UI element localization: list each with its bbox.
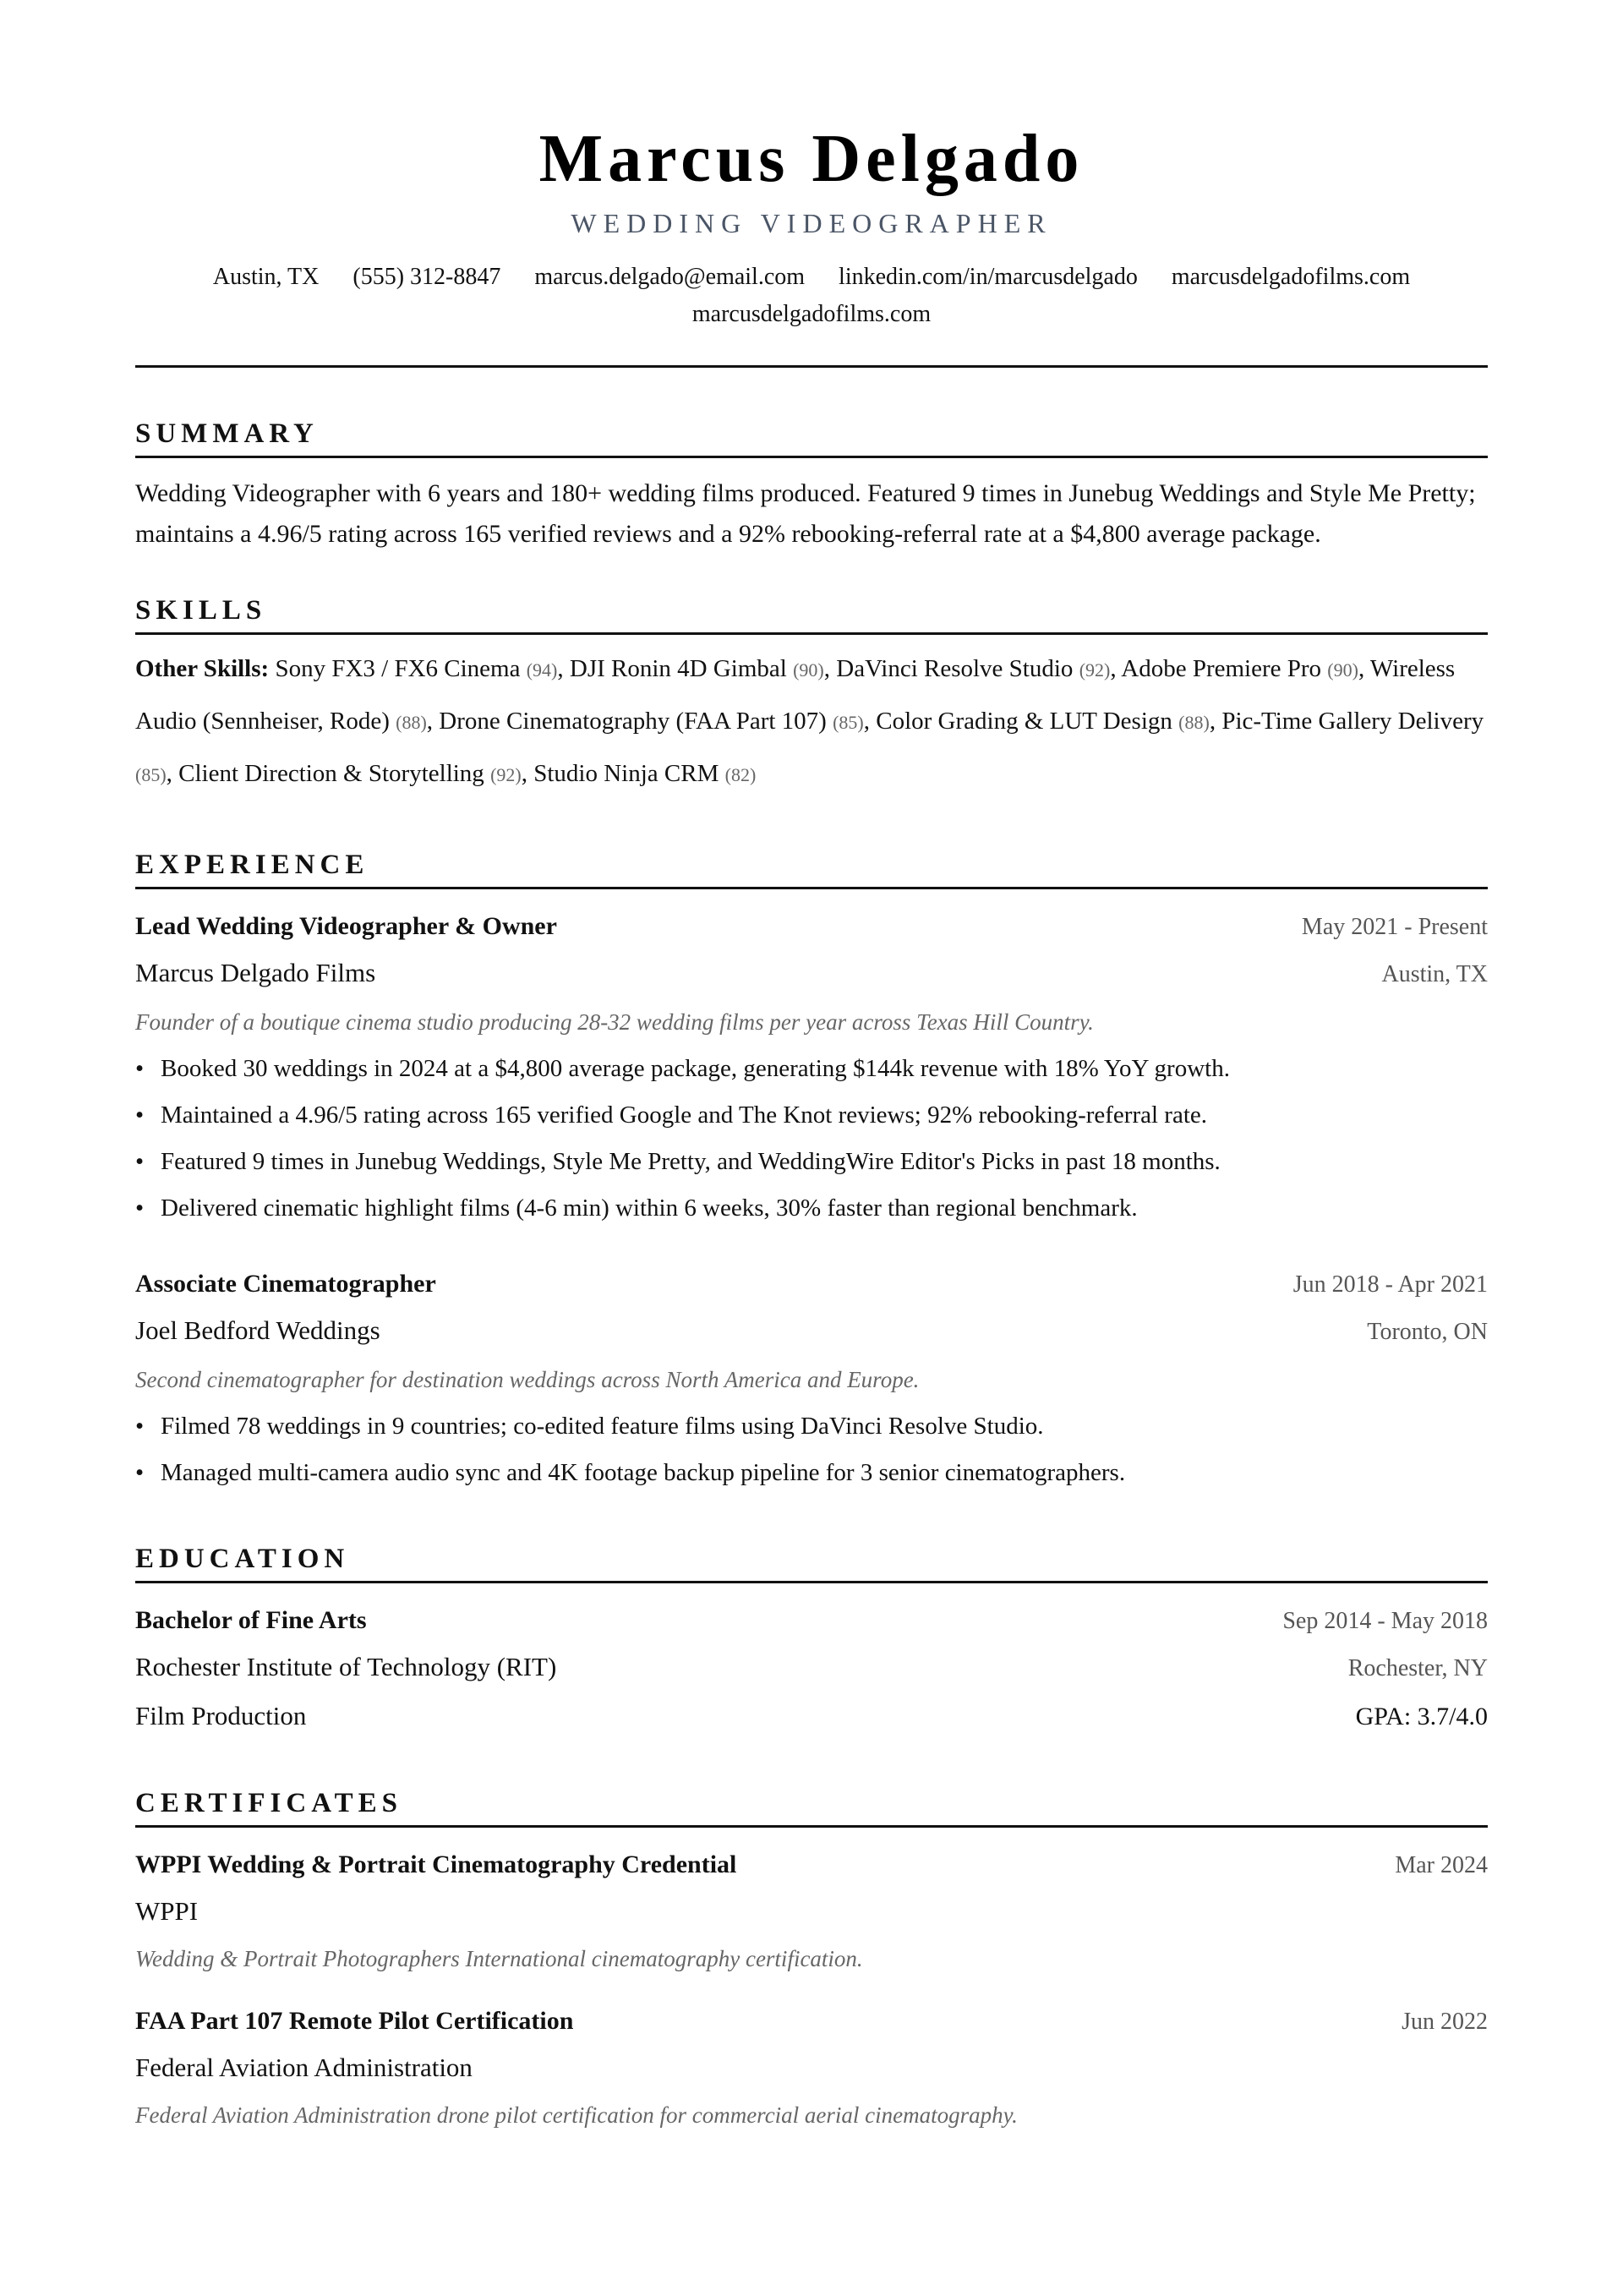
- resume-header: [135, 118, 1488, 368]
- contact-phone: (555) 312-8847: [352, 264, 501, 290]
- contact-info: [135, 259, 1488, 333]
- section-title-experience: EXPERIENCE: [135, 846, 1488, 889]
- job-location: Toronto, ON: [1367, 1319, 1488, 1345]
- job-bullet: • Filmed 78 weddings in 9 countries; co-edited feature films using DaVinci Resolve Studio.: [135, 1413, 1044, 1440]
- skill-name: Adobe Premiere Pro: [1121, 655, 1322, 682]
- summary-section: [135, 415, 1488, 555]
- education-section: [135, 1540, 1488, 1741]
- certificate-entry: [135, 1843, 1488, 1982]
- job-bullet: • Featured 9 times in Junebug Weddings, Style Me Pretty, and WeddingWire Editor's Picks in past 18 months.: [135, 1148, 1221, 1175]
- contact-location: Austin, TX: [212, 264, 320, 290]
- contact-website[interactable]: marcusdelgadofilms.com: [1171, 264, 1411, 290]
- skill-name: Client Direction & Storytelling: [178, 760, 484, 787]
- skill-score: (82): [724, 764, 757, 785]
- skill-score: (90): [793, 659, 824, 681]
- education-dates: Sep 2014 - May 2018: [1282, 1608, 1488, 1634]
- skills-label: Other Skills:: [135, 655, 270, 682]
- job-location: Austin, TX: [1381, 961, 1488, 987]
- skill-name: Sony FX3 / FX6 Cinema: [275, 655, 521, 682]
- job-title: WEDDING VIDEOGRAPHER: [571, 208, 1052, 238]
- certificate-entry: [135, 1999, 1488, 2139]
- job-bullet: • Delivered cinematic highlight films (4-6 min) within 6 weeks, 30% faster than regional benchmark.: [135, 1194, 1138, 1222]
- certificate-issuer: Federal Aviation Administration: [135, 2053, 473, 2082]
- job-description: Founder of a boutique cinema studio producing 28-32 wedding films per year across Texas Hill Country.: [135, 1009, 1094, 1035]
- section-title-summary: SUMMARY: [135, 415, 1488, 458]
- certificate-name: FAA Part 107 Remote Pilot Certification: [135, 2007, 574, 2035]
- school-location: Rochester, NY: [1347, 1655, 1488, 1681]
- job-company: Joel Bedford Weddings: [135, 1315, 380, 1345]
- skill-name: DJI Ronin 4D Gimbal: [569, 655, 787, 682]
- skill-name: Color Grading & LUT Design: [876, 708, 1172, 735]
- experience-entry: [135, 1262, 1488, 1496]
- job-bullets: [135, 1046, 1488, 1232]
- skill-name: Drone Cinematography (FAA Part 107): [439, 708, 827, 735]
- skill-score: (88): [1178, 712, 1210, 733]
- skill-score: (92): [1079, 659, 1111, 681]
- contact-website-secondary[interactable]: marcusdelgadofilms.com: [691, 301, 932, 327]
- skill-score: (88): [396, 712, 427, 733]
- skills-section: [135, 592, 1488, 801]
- skill-score: (90): [1327, 659, 1358, 681]
- job-role: Associate Cinematographer: [135, 1270, 436, 1298]
- experience-section: [135, 846, 1488, 1496]
- job-description: Second cinematographer for destination weddings across North America and Europe.: [135, 1367, 920, 1392]
- job-dates: Jun 2018 - Apr 2021: [1292, 1271, 1488, 1298]
- job-role: Lead Wedding Videographer & Owner: [135, 912, 557, 940]
- skill-name: Studio Ninja CRM: [533, 760, 719, 787]
- section-title-certificates: CERTIFICATES: [135, 1785, 1488, 1828]
- certificate-name: WPPI Wedding & Portrait Cinematography Credential: [135, 1850, 737, 1878]
- skill-score: (85): [833, 712, 864, 733]
- contact-email[interactable]: marcus.delgado@email.com: [534, 264, 806, 290]
- job-bullet: • Managed multi-camera audio sync and 4K footage backup pipeline for 3 senior cinematographers.: [135, 1459, 1126, 1486]
- skill-score: (85): [135, 764, 167, 785]
- field-of-study: Film Production: [135, 1701, 307, 1730]
- certificate-description: Wedding & Portrait Photographers International cinematography certification.: [135, 1946, 863, 1971]
- section-title-education: EDUCATION: [135, 1540, 1488, 1583]
- education-entry: [135, 1599, 1488, 1741]
- skill-score: (94): [526, 659, 558, 681]
- summary-text: Wedding Videographer with 6 years and 180+ wedding films produced. Featured 9 times in Junebug Weddings and Style Me Pretty; maintains a 4.96/5 rating across 165 verified reviews and a 92% rebooking-referral rate at a $4,800 average package.: [135, 479, 1476, 548]
- header-divider: [135, 365, 1488, 368]
- contact-linkedin[interactable]: linkedin.com/in/marcusdelgado: [839, 264, 1138, 290]
- candidate-name: Marcus Delgado: [538, 122, 1085, 196]
- skill-name: Pic-Time Gallery Delivery: [1221, 708, 1484, 735]
- certificate-issuer: WPPI: [135, 1896, 199, 1926]
- certificates-section: [135, 1785, 1488, 2139]
- experience-entry: [135, 905, 1488, 1232]
- gpa: GPA: 3.7/4.0: [1355, 1703, 1488, 1730]
- job-bullet: • Booked 30 weddings in 2024 at a $4,800 average package, generating $144k revenue with 18% YoY growth.: [135, 1055, 1230, 1082]
- certificate-description: Federal Aviation Administration drone pilot certification for commercial aerial cinematography.: [135, 2102, 1018, 2128]
- degree-name: Bachelor of Fine Arts: [135, 1606, 367, 1634]
- school-name: Rochester Institute of Technology (RIT): [135, 1652, 557, 1681]
- skill-score: (92): [490, 764, 522, 785]
- certificate-date: Jun 2022: [1402, 2009, 1488, 2035]
- job-bullets: [135, 1403, 1488, 1496]
- skill-name: DaVinci Resolve Studio: [836, 655, 1074, 682]
- job-bullet: • Maintained a 4.96/5 rating across 165 verified Google and The Knot reviews; 92% rebooking-referral rate.: [135, 1102, 1207, 1129]
- skills-list: Other Skills: Sony FX3 / FX6 Cinema (94), DJI Ronin 4D Gimbal (90), DaVinci Resolve Studio (92), Adobe Premiere Pro (90), Wireless Audio (Sennheiser, Rode) (88), Drone Cinematography (FAA Part 107) (85), Color Grading & LUT Design (88), Pic-Time Gallery Delivery (85), Client Direction & Storytelling (92), Studio Ninja CRM (82): [135, 655, 1484, 787]
- section-title-skills: SKILLS: [135, 592, 1488, 635]
- certificate-date: Mar 2024: [1395, 1852, 1488, 1878]
- job-company: Marcus Delgado Films: [135, 958, 376, 987]
- skill-name: Wireless Audio (Sennheiser, Rode): [135, 655, 1456, 735]
- job-dates: May 2021 - Present: [1301, 914, 1488, 940]
